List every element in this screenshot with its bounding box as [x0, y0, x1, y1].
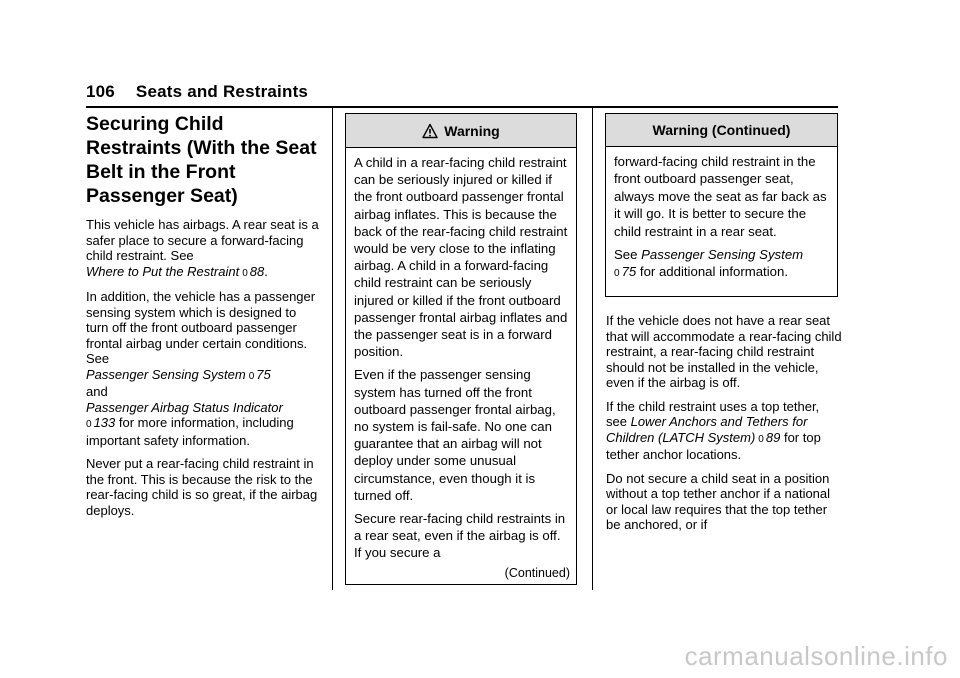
column-right [606, 313, 842, 541]
paragraph: In addition, the vehicle has a passenger sensing system which is designed to turn off the front outboard passenger frontal airbag under certain conditions. See Passenger Sensing System 0 75 and Passenger Airbag Status Indicator 0 133 for more information, including important safety information. [86, 289, 316, 448]
warning-triangle-icon [422, 123, 438, 139]
page-header [86, 82, 308, 102]
page-link[interactable]: 75 [621, 264, 637, 280]
xref-link[interactable]: Lower Anchors and Tethers for Children (LATCH System) [606, 414, 808, 445]
page-link[interactable]: 89 [765, 429, 781, 445]
xref-link[interactable]: Where to Put the Restraint [86, 263, 240, 279]
page-link[interactable]: 75 [256, 366, 271, 382]
paragraph: A child in a rear-facing child restraint can be seriously injured or killed if the front outboard passenger frontal airbag inflates. This is because the back of the rear-facing child restraint would be very close to the inflating airbag. A child in a forward-facing child restraint can be seriously injured or killed if the front outboard passenger frontal airbag inflates and the passenger seat is in a forward position. [354, 155, 568, 360]
warning-continued-box [605, 113, 838, 297]
page-reference-arrow-icon: 0 [248, 370, 255, 382]
xref-link[interactable]: Passenger Airbag Status Indicator [86, 399, 283, 415]
warning-continued-header: Warning (Continued) [606, 114, 837, 147]
watermark: carmanualsonline.info [684, 641, 948, 671]
warning-header [346, 114, 576, 148]
page-number: 106 [86, 82, 115, 101]
section-title: Seats and Restraints [135, 82, 309, 101]
paragraph: Never put a rear-facing child restraint in the front. This is because the risk to the rear-facing child is so great, if the airbag deploys. [86, 456, 318, 518]
warning-box [345, 113, 577, 585]
xref-link[interactable]: Passenger Sensing System [86, 366, 246, 382]
page-reference-arrow-icon: 0 [614, 268, 620, 280]
column-divider-left [332, 108, 333, 590]
paragraph: Do not secure a child seat in a position without a top tether anchor if a national or local law requires that the top tether be anchored, or if [606, 470, 831, 532]
paragraph: Even if the passenger sensing system has turned off the front outboard passenger frontal airbag, no system is fail-safe. No one can guarantee that an airbag will not deploy under some unusual circumstance, even though it is turned off. [354, 367, 556, 503]
paragraph: This vehicle has airbags. A rear seat is a safer place to secure a forward-facing child restraint. See Where to Put the Restraint 0 88. [86, 217, 319, 279]
header-rule [86, 106, 838, 108]
page-link[interactable]: 88 [249, 263, 265, 279]
warning-body [346, 148, 576, 562]
paragraph: If the vehicle does not have a rear seat that will accommodate a rear-facing child restraint, a rear-facing child restraint should not be installed in the vehicle, even if the airbag is off. [606, 313, 842, 390]
paragraph: forward-facing child restraint in the front outboard passenger seat, always move the seat as far back as it will go. It is better to secure the child restraint in a rear seat. [614, 154, 827, 239]
page-link[interactable]: 133 [93, 415, 116, 430]
column-divider-right [592, 108, 593, 590]
paragraph: If the child restraint uses a top tether, see Lower Anchors and Tethers for Children (LATCH System) 0 89 for top tether anchor locations. [606, 398, 821, 462]
paragraph: See Passenger Sensing System 0 75 for additional information. [614, 247, 804, 280]
column-left [86, 112, 322, 526]
warning-title: Warning [444, 122, 500, 139]
continued-label: (Continued) [504, 566, 570, 580]
page-reference-arrow-icon: 0 [758, 433, 764, 445]
page-reference-arrow-icon: 0 [86, 419, 92, 430]
paragraph: Secure rear-facing child restraints in a rear seat, even if the airbag is off. If you secure a [354, 511, 566, 561]
section-heading: Securing Child Restraints (With the Seat Belt in the Front Passenger Seat) [86, 113, 317, 207]
xref-link[interactable]: Passenger Sensing System [641, 247, 804, 263]
page-reference-arrow-icon: 0 [242, 267, 248, 279]
warning-continued-body [606, 147, 837, 283]
